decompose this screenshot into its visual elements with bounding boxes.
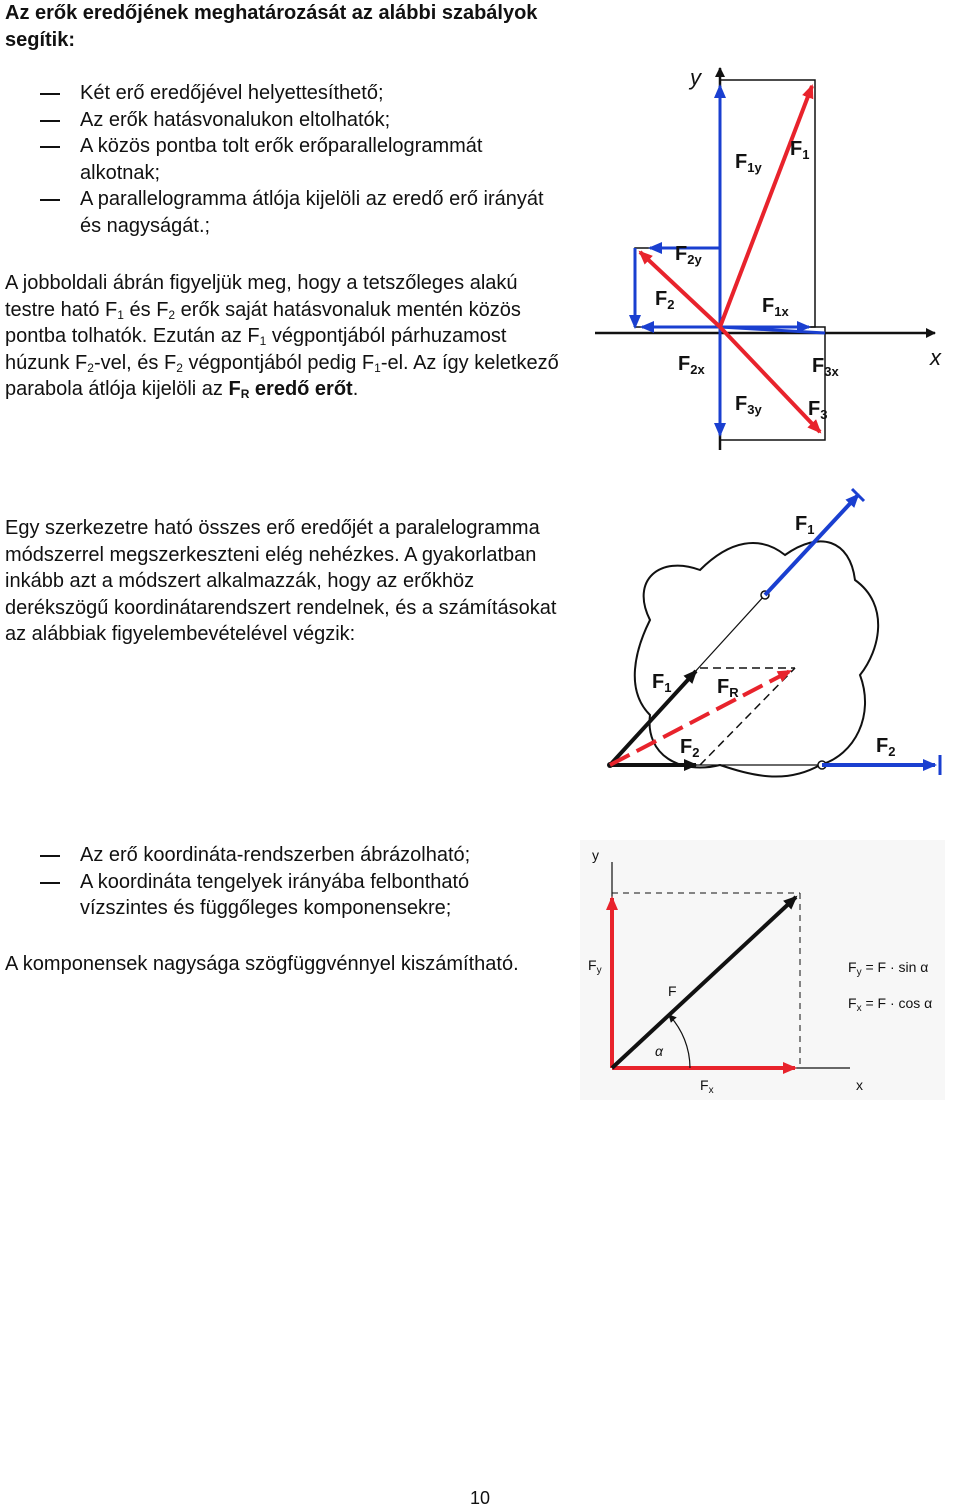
label-F1-top: $F_1$	[795, 513, 815, 537]
label-F2: $F_2$	[655, 288, 675, 312]
label-F2x: $F_{2x}$	[678, 353, 705, 377]
component-triangle-figure	[580, 840, 945, 1100]
subscript: 1	[259, 334, 267, 348]
label-F1x: $F_{1x}$	[762, 295, 789, 319]
F1-force-arrow	[765, 495, 858, 595]
rule-item: Az erők hatásvonalukon eltolhatók;	[0, 107, 560, 134]
label-Fx: $F_x$	[700, 1077, 714, 1096]
resultant-force-arrow	[610, 671, 790, 765]
bullet-item: A koordináta tengelyek irányába felbontható vízszintes és függőleges komponensekre;	[0, 869, 560, 922]
y-axis-label: y	[592, 847, 599, 863]
y-axis-label: y	[690, 65, 701, 90]
label-F3: $F_3$	[808, 398, 828, 422]
equation-Fx: $F_x = F \cdot \cos \alpha$	[848, 995, 933, 1014]
label-F2-right: $F_2$	[876, 735, 896, 759]
label-alpha: α	[655, 1043, 663, 1059]
x-axis-label: x	[930, 345, 941, 370]
x-axis-label: x	[856, 1077, 863, 1093]
text-run: A jobboldali ábrán figyeljük meg, hogy a tetszőleges alakú testre ható F	[5, 272, 518, 321]
text-run: és F	[123, 298, 169, 321]
subscript: 1	[374, 360, 381, 375]
label-Fy: $F_y$	[588, 957, 602, 976]
section-heading: Az erők eredőjének meghatározását az alábbi szabályok segítik:	[5, 2, 538, 51]
paragraph-coordinate-method: Egy szerkezetre ható összes erő eredőjét a paralelogramma módszerrel megszerkeszteni elég nehézkes. A gyakorlatban inkább azt a módszert alkalmazzák, hogy az erőkhöz derékszögű koordinátarendszert rendelnek, és a számításokat az alábbiak figyelembevételével végzik:	[5, 517, 557, 645]
force-components-figure	[590, 60, 960, 455]
text-run: erők saját hatásvonaluk mentén közös pontba tolhatók. Ezután az F	[5, 298, 521, 347]
label-F2: $F_2$	[680, 736, 700, 760]
label-F3x: $F_{3x}$	[812, 355, 839, 379]
text-run: végpontjából pedig F	[182, 351, 375, 374]
label-FR: $F_R$	[717, 676, 739, 700]
rigid-body-outline	[635, 541, 878, 776]
component-bullets	[0, 842, 560, 922]
text-run: -el. Az így keletkező parabola átlója kijelöli az	[5, 351, 559, 400]
bold-run: eredő erőt	[249, 378, 353, 400]
label-F1: $F_1$	[652, 671, 672, 695]
rule-item: A közös pontba tolt erők erőparallelogrammát alkotnak;	[0, 133, 560, 186]
label-F3y: $F_{3y}$	[735, 393, 762, 417]
label-F1: $F_1$	[790, 138, 810, 162]
bold-run: F	[228, 378, 241, 400]
rule-item: A parallelogramma átlója kijelöli az eredő erő irányát és nagyságát.;	[0, 186, 560, 239]
paragraph-force-shift	[5, 270, 565, 403]
equation-Fy: $F_y = F \cdot \sin \alpha$	[848, 959, 929, 978]
subscript: R	[240, 387, 250, 401]
label-F1y: $F_{1y}$	[735, 151, 762, 175]
parallelogram-figure	[590, 485, 960, 785]
rule-item: Két erő eredőjével helyettesíthető;	[0, 80, 560, 107]
label-F: F	[668, 983, 677, 999]
text-run: végpontjából párhuzamost húzunk F	[5, 325, 507, 374]
subscript: 2	[87, 360, 94, 375]
parallel-line-side	[700, 668, 795, 765]
rules-list	[0, 80, 560, 239]
text-run: .	[352, 378, 359, 400]
subscript: 1	[117, 307, 124, 322]
subscript: 2	[176, 360, 183, 375]
label-F2y: $F_{2y}$	[675, 243, 702, 267]
page-number: 10	[469, 1488, 491, 1508]
paragraph-trig: A komponensek nagysága szögfüggvénnyel kiszámítható.	[5, 953, 519, 975]
subscript: 2	[168, 307, 176, 322]
bullet-item: Az erő koordináta-rendszerben ábrázolható;	[0, 842, 560, 869]
text-run: -vel, és F	[93, 351, 177, 374]
